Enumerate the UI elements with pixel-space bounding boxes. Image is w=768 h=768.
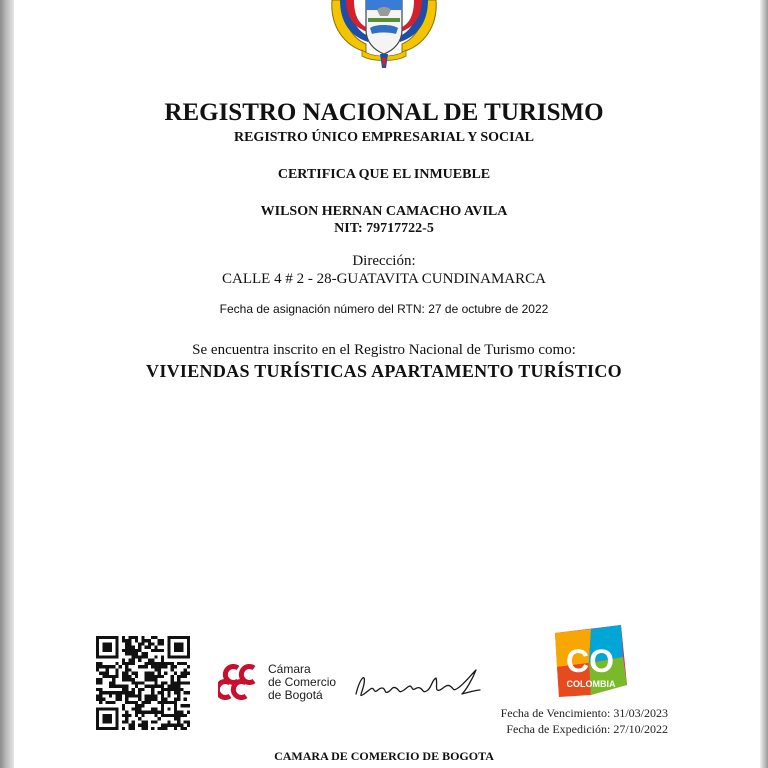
colombia-logo-icon bbox=[551, 623, 629, 699]
colombia-coat-of-arms-icon bbox=[322, 0, 446, 70]
colombia-logo-co: CO bbox=[566, 643, 614, 679]
ccb-logo-line-1: Cámara bbox=[268, 662, 311, 676]
ccb-logo-line-2: de Comercio bbox=[268, 675, 337, 689]
camara-comercio-bogota-logo bbox=[218, 662, 348, 702]
colombia-logo-word: COLOMBIA bbox=[566, 679, 616, 689]
owner-name: WILSON HERNAN CAMACHO AVILA bbox=[260, 204, 508, 219]
document-title: REGISTRO NACIONAL DE TURISMO bbox=[164, 99, 604, 126]
ccb-logo-line-3: de Bogotá bbox=[268, 688, 323, 702]
registration-category: VIVIENDAS TURÍSTICAS APARTAMENTO TURÍSTICO bbox=[146, 361, 622, 381]
registration-intro: Se encuentra inscrito en el Registro Nacional de Turismo como: bbox=[192, 342, 576, 358]
document-subtitle: REGISTRO ÚNICO EMPRESARIAL Y SOCIAL bbox=[233, 130, 534, 145]
assignment-date: Fecha de asignación número del RTN: 27 de octubre de 2022 bbox=[219, 302, 549, 316]
address-label: Dirección: bbox=[352, 253, 416, 269]
ccb-logo-mark-icon bbox=[218, 662, 266, 702]
expiry-date: Fecha de Vencimiento: 31/03/2023 bbox=[500, 706, 668, 720]
issue-date: Fecha de Expedición: 27/10/2022 bbox=[506, 722, 668, 736]
owner-nit: NIT: 79717722-5 bbox=[334, 221, 434, 236]
handwritten-signature bbox=[352, 664, 484, 704]
colombia-brand-logo bbox=[551, 623, 629, 699]
certifica-heading: CERTIFICA QUE EL INMUEBLE bbox=[277, 167, 491, 182]
qr-code-icon[interactable] bbox=[96, 636, 190, 730]
footer-issuer: CAMARA DE COMERCIO DE BOGOTA bbox=[274, 749, 494, 763]
address-value: CALLE 4 # 2 - 28-GUATAVITA CUNDINAMARCA bbox=[222, 271, 546, 287]
